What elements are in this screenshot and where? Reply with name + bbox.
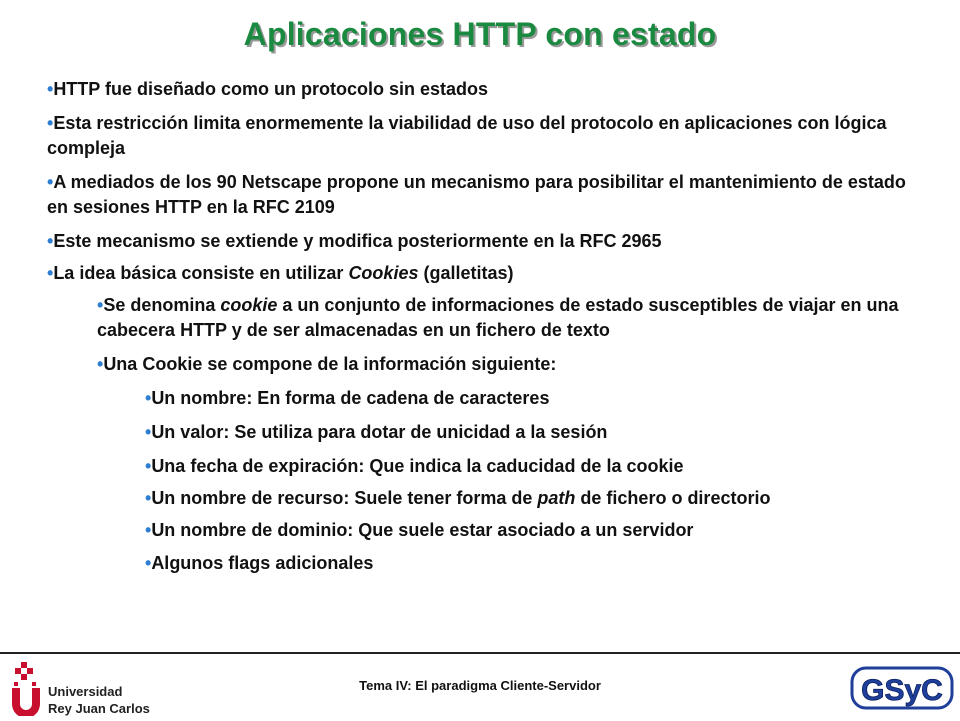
bullet-icon: •	[145, 520, 152, 540]
bullet-item	[47, 229, 927, 254]
item-text: Una Cookie se compone de la información siguiente:	[103, 354, 557, 374]
item-text-emphasis: Cookies	[348, 263, 419, 283]
bullet-icon: •	[47, 172, 54, 192]
university-line1: Universidad	[48, 684, 123, 699]
item-text: A mediados de los 90 Netscape propone un mecanismo para posibilitar el mantenimiento de estado en sesiones HTTP en la RFC 2109	[47, 172, 906, 217]
bullet-item	[47, 77, 927, 102]
bullet-icon: •	[97, 295, 104, 315]
item-text: Este mecanismo se extiende y modifica posteriormente en la RFC 2965	[53, 231, 662, 251]
item-text-after: (galletitas)	[418, 263, 514, 283]
footer-title: Tema IV: El paradigma Cliente-Servidor	[359, 678, 601, 693]
item-text: Esta restricción limita enormemente la viabilidad de uso del protocolo en aplicaciones con lógica compleja	[47, 113, 887, 158]
bullet-item	[97, 352, 937, 377]
bullet-item	[145, 386, 935, 411]
bullet-item	[145, 518, 935, 543]
item-text: Una fecha de expiración: Que indica la caducidad de la cookie	[151, 456, 684, 476]
bullet-icon: •	[47, 231, 54, 251]
item-text-before: La idea básica consiste en utilizar	[53, 263, 349, 283]
bullet-icon: •	[145, 456, 152, 476]
item-text-after: de fichero o directorio	[575, 488, 771, 508]
bullet-icon: •	[47, 79, 54, 99]
bullet-icon: •	[47, 263, 54, 283]
bullet-item	[145, 420, 935, 445]
item-text: Un valor: Se utiliza para dotar de unicidad a la sesión	[151, 422, 608, 442]
item-text-emphasis: cookie	[220, 295, 278, 315]
gsyc-logo-text: GSyC	[861, 674, 943, 707]
item-text-before: Un nombre de recurso: Suele tener forma de	[151, 488, 538, 508]
bullet-icon: •	[145, 388, 152, 408]
bullet-item	[47, 261, 927, 286]
gsyc-logo	[850, 664, 954, 712]
item-text: HTTP fue diseñado como un protocolo sin estados	[53, 79, 489, 99]
bullet-item	[145, 551, 935, 576]
university-line2: Rey Juan Carlos	[48, 701, 150, 716]
footer-divider	[0, 652, 960, 654]
bullet-icon: •	[145, 488, 152, 508]
bullet-icon: •	[47, 113, 54, 133]
bullet-item	[97, 293, 937, 343]
bullet-icon: •	[97, 354, 104, 374]
bullet-item	[47, 111, 927, 161]
item-text-after: a un conjunto de informaciones de estado susceptibles de viajar en una cabecera HTTP y de ser almacenadas en un fichero de texto	[97, 295, 899, 340]
bullet-item	[145, 454, 935, 479]
item-text: Un nombre de dominio: Que suele estar asociado a un servidor	[151, 520, 694, 540]
item-text: Algunos flags adicionales	[151, 553, 374, 573]
bullet-icon: •	[145, 422, 152, 442]
bullet-item	[47, 170, 927, 220]
bullet-icon: •	[145, 553, 152, 573]
item-text-emphasis: path	[537, 488, 576, 508]
item-text-before: Se denomina	[103, 295, 221, 315]
item-text: Un nombre: En forma de cadena de caracteres	[151, 388, 550, 408]
slide-title: Aplicaciones HTTP con estado	[243, 16, 717, 52]
bullet-item	[145, 486, 935, 511]
